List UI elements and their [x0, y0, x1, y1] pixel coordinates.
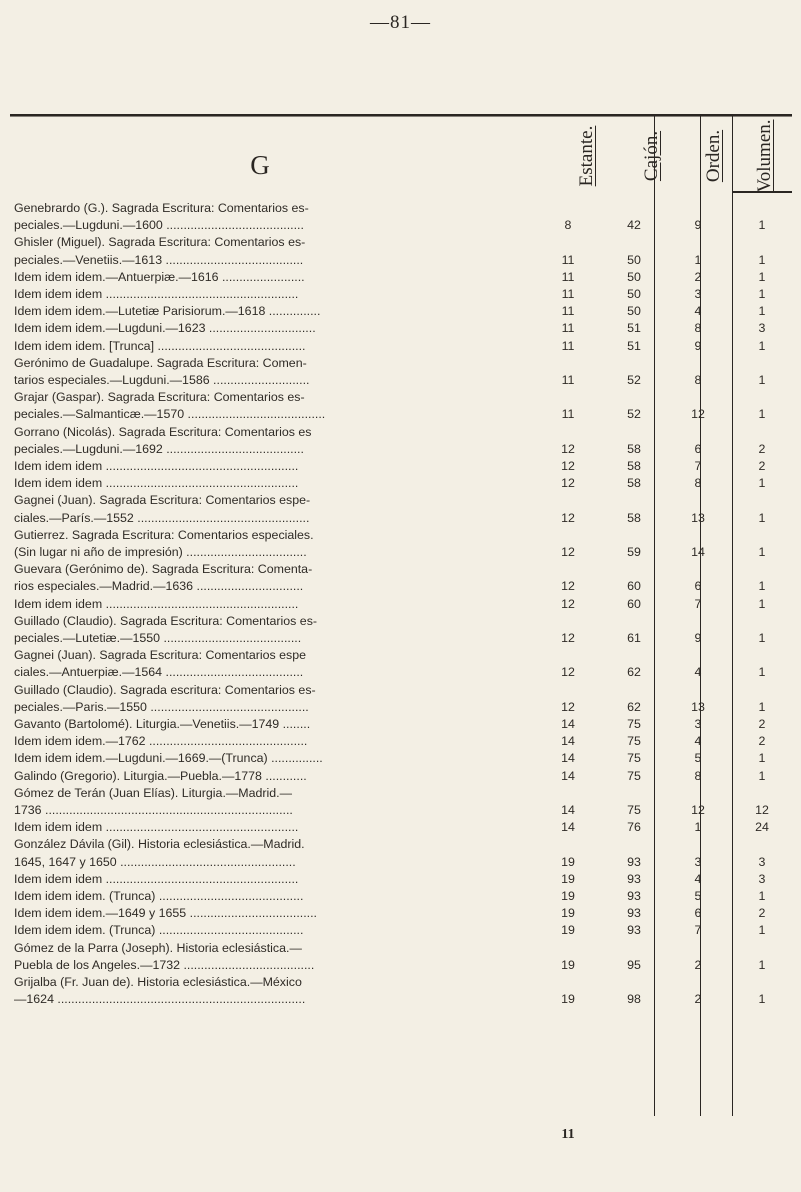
cajon-number: 75 — [627, 803, 641, 817]
orden-number: 7 — [694, 459, 702, 473]
cajon-number: 50 — [627, 287, 641, 301]
estante-number: 11 — [561, 373, 575, 387]
entry-text-line: Gavanto (Bartolomé). Liturgia.—Venetiis.—1749 ........ — [14, 717, 311, 731]
orden-number: 4 — [694, 665, 702, 680]
orden-number: 5 — [694, 889, 702, 903]
estante-number: 14 — [561, 717, 575, 731]
entry-text-line: Idem idem idem ........................................................ — [14, 459, 299, 473]
cajon-number: 75 — [627, 751, 641, 766]
orden-number: 3 — [694, 717, 702, 731]
cajon-number: 93 — [627, 906, 641, 921]
entry-text-line: Guillado (Claudio). Sagrada Escritura: Comentarios es- — [14, 613, 318, 628]
cajon-number: 62 — [627, 699, 641, 714]
orden-number: 9 — [694, 338, 702, 353]
orden-number: 2 — [694, 957, 702, 972]
volumen-number: 2 — [758, 459, 766, 473]
orden-number: 8 — [694, 373, 702, 387]
cajon-number: 58 — [627, 476, 641, 491]
cajon-number: 52 — [627, 407, 641, 422]
volumen-number: 1 — [758, 923, 766, 938]
estante-number: 14 — [561, 734, 575, 749]
entry-text-line: Gutierrez. Sagrada Escritura: Comentarios especiales. — [14, 527, 314, 542]
cajon-number: 51 — [627, 321, 641, 336]
volumen-number: 1 — [758, 699, 766, 714]
estante-number: 14 — [561, 803, 575, 817]
orden-number: 7 — [694, 923, 702, 938]
orden-number: 14 — [691, 545, 705, 559]
volumen-number: 1 — [758, 218, 766, 233]
column-header-cajon: Cajón. — [641, 130, 662, 182]
estante-number: 11 — [561, 252, 575, 267]
entry-text-line: peciales.—Salmanticæ.—1570 ........................................ — [14, 407, 326, 422]
header-rule — [10, 116, 792, 117]
estante-number: 12 — [561, 631, 575, 645]
volumen-number: 2 — [758, 734, 766, 749]
estante-number: 12 — [561, 665, 575, 680]
entry-text-line: 1736 ........................................................................ — [14, 803, 293, 817]
entry-text-line: Gerónimo de Guadalupe. Sagrada Escritura: Comen- — [14, 355, 307, 370]
volumen-number: 1 — [758, 338, 766, 353]
entry-text-line: —1624 ........................................................................ — [14, 992, 306, 1007]
column-header-orden: Orden. — [703, 129, 724, 183]
entry-text-line: Gagnei (Juan). Sagrada Escritura: Comentarios espe- — [14, 493, 311, 508]
volumen-number: 1 — [758, 631, 766, 645]
entry-text-line: peciales.—Venetiis.—1613 ........................................ — [14, 252, 304, 267]
volumen-number: 1 — [758, 751, 766, 766]
orden-number: 4 — [694, 871, 702, 886]
estante-number: 12 — [561, 596, 575, 611]
entry-text-line: González Dávila (Gil). Historia eclesiástica.—Madrid. — [14, 837, 305, 852]
cajon-number: 61 — [627, 631, 641, 645]
orden-number: 8 — [694, 768, 702, 783]
volumen-number: 24 — [755, 820, 769, 835]
orden-number: 3 — [694, 287, 702, 301]
estante-number: 12 — [561, 476, 575, 491]
entry-text-line: peciales.—Lugduni.—1692 ........................................ — [14, 441, 304, 456]
estante-number: 12 — [561, 510, 575, 525]
volumen-number: 3 — [758, 854, 766, 869]
cajon-number: 98 — [627, 992, 641, 1007]
entry-text-line: Puebla de los Angeles.—1732 ...................................... — [14, 957, 315, 972]
column-header-estante: Estante. — [576, 125, 597, 187]
estante-number: 8 — [564, 218, 572, 233]
orden-number: 4 — [694, 734, 702, 749]
cajon-number: 58 — [627, 441, 641, 456]
estante-number: 12 — [561, 545, 575, 559]
cajon-number: 52 — [627, 373, 641, 387]
cajon-number: 42 — [627, 218, 641, 233]
volumen-number: 2 — [758, 441, 766, 456]
entry-text-line: Idem idem idem ........................................................ — [14, 871, 299, 886]
cajon-number: 50 — [627, 252, 641, 267]
entry-text-line: Idem idem idem.—Lutetiæ Parisiorum.—1618 ............... — [14, 304, 321, 319]
estante-number: 11 — [561, 338, 575, 353]
cajon-number: 75 — [627, 717, 641, 731]
volumen-number: 2 — [758, 906, 766, 921]
cajon-number: 50 — [627, 269, 641, 284]
cajon-number: 93 — [627, 854, 641, 869]
cajon-number: 95 — [627, 957, 641, 972]
volumen-number: 1 — [758, 373, 766, 387]
entry-text-line: Galindo (Gregorio). Liturgia.—Puebla.—1778 ............ — [14, 768, 307, 783]
orden-number: 13 — [691, 699, 705, 714]
orden-number: 12 — [691, 407, 705, 422]
entry-text-line: Idem idem idem.—Lugduni.—1669.—(Trunca) ............... — [14, 751, 323, 766]
estante-number: 11 — [561, 407, 575, 422]
entry-text-line: Idem idem idem ........................................................ — [14, 820, 299, 835]
orden-number: 5 — [694, 751, 702, 766]
volumen-number: 1 — [758, 596, 766, 611]
entry-text-line: Ghisler (Miguel). Sagrada Escritura: Comentarios es- — [14, 235, 306, 250]
volumen-number: 1 — [758, 252, 766, 267]
estante-number: 11 — [561, 304, 575, 319]
cajon-number: 60 — [627, 596, 641, 611]
cajon-number: 58 — [627, 459, 641, 473]
cajon-number: 60 — [627, 579, 641, 594]
section-letter: G — [250, 150, 270, 180]
entry-text-line: Guillado (Claudio). Sagrada escritura: Comentarios es- — [14, 682, 316, 697]
entry-text-line: ciales.—Antuerpiæ.—1564 ........................................ — [14, 665, 304, 680]
entry-text-line: Idem idem idem ........................................................ — [14, 596, 299, 611]
entry-text-line: peciales.—Paris.—1550 .............................................. — [14, 699, 309, 714]
orden-number: 8 — [694, 476, 702, 491]
cajon-number: 76 — [627, 820, 641, 835]
estante-number: 19 — [561, 871, 575, 886]
volumen-number: 1 — [758, 476, 766, 491]
orden-number: 13 — [691, 510, 705, 525]
entry-text-line: 1645, 1647 y 1650 ................................................... — [14, 854, 296, 869]
volumen-number: 1 — [758, 269, 766, 284]
volumen-number: 1 — [758, 407, 766, 422]
cajon-number: 93 — [627, 889, 641, 903]
entry-text-line: Idem idem idem. [Trunca] ........................................... — [14, 338, 306, 353]
cajon-number: 62 — [627, 665, 641, 680]
entry-text-line: Idem idem idem.—1649 y 1655 ..................................... — [14, 906, 318, 921]
entry-text-line: Gómez de Terán (Juan Elías). Liturgia.—Madrid.— — [14, 785, 292, 800]
entry-text-line: Gómez de la Parra (Joseph). Historia eclesiástica.— — [14, 940, 302, 955]
orden-number: 8 — [694, 321, 702, 336]
estante-number: 12 — [561, 579, 575, 594]
estante-number: 19 — [561, 854, 575, 869]
estante-number: 19 — [561, 889, 575, 903]
column-header-volumen: Volumen. — [754, 119, 775, 193]
estante-number: 11 — [561, 269, 575, 284]
volumen-number: 1 — [758, 957, 766, 972]
estante-number: 14 — [561, 768, 575, 783]
entry-text-line: ciales.—París.—1552 .................................................. — [14, 510, 310, 525]
orden-number: 6 — [694, 579, 702, 594]
orden-number: 6 — [694, 906, 702, 921]
cajon-number: 93 — [627, 923, 641, 938]
orden-number: 7 — [694, 596, 702, 611]
estante-number: 19 — [561, 923, 575, 938]
entry-text-line: tarios especiales.—Lugduni.—1586 ............................ — [14, 373, 310, 387]
orden-number: 2 — [694, 269, 702, 284]
entry-text-line: peciales.—Lutetiæ.—1550 ........................................ — [14, 631, 302, 645]
estante-number: 19 — [561, 906, 575, 921]
estante-number: 11 — [561, 321, 575, 336]
estante-number: 19 — [561, 957, 575, 972]
estante-number: 14 — [561, 820, 575, 835]
orden-number: 12 — [691, 803, 705, 817]
page-number: —81— — [370, 12, 431, 33]
entry-text-line: Grijalba (Fr. Juan de). Historia eclesiástica.—México — [14, 975, 302, 989]
printer-signature: 11 — [561, 1127, 575, 1142]
volumen-number: 1 — [758, 579, 766, 594]
cajon-number: 59 — [627, 545, 641, 559]
volumen-number: 2 — [758, 717, 766, 731]
orden-number: 3 — [694, 854, 702, 869]
cajon-number: 50 — [627, 304, 641, 319]
orden-number: 1 — [694, 252, 702, 267]
entry-text-line: Idem idem idem.—Antuerpiæ.—1616 ........................ — [14, 269, 305, 284]
entry-text-line: Genebrardo (G.). Sagrada Escritura: Comentarios es- — [14, 201, 309, 215]
entry-text-line: peciales.—Lugduni.—1600 ........................................ — [14, 218, 304, 233]
cajon-number: 58 — [627, 510, 641, 525]
entry-text-line: Idem idem idem.—Lugduni.—1623 ............................... — [14, 321, 316, 336]
volumen-number: 1 — [758, 304, 766, 319]
orden-number: 4 — [694, 304, 702, 319]
volumen-number: 3 — [758, 321, 766, 336]
entry-text-line: Idem idem idem.—1762 .............................................. — [14, 734, 308, 749]
estante-number: 12 — [561, 699, 575, 714]
entry-text-line: Idem idem idem ........................................................ — [14, 287, 299, 301]
cajon-number: 51 — [627, 338, 641, 353]
volumen-number: 1 — [758, 889, 766, 903]
entry-text-line: rios especiales.—Madrid.—1636 ............................... — [14, 579, 304, 594]
cajon-number: 75 — [627, 768, 641, 783]
orden-number: 1 — [694, 820, 702, 835]
entry-text-line: Idem idem idem ........................................................ — [14, 476, 299, 491]
cajon-number: 75 — [627, 734, 641, 749]
column-divider-estante — [654, 116, 655, 1116]
entry-text-line: (Sin lugar ni año de impresión) ................................... — [14, 545, 307, 559]
entry-text-line: Idem idem idem. (Trunca) .......................................... — [14, 889, 304, 903]
estante-number: 14 — [561, 751, 575, 766]
volumen-number: 1 — [758, 510, 766, 525]
entry-text-line: Guevara (Gerónimo de). Sagrada Escritura: Comenta- — [14, 562, 313, 577]
estante-number: 12 — [561, 459, 575, 473]
entry-text-line: Idem idem idem. (Trunca) .......................................... — [14, 923, 304, 938]
estante-number: 12 — [561, 441, 575, 456]
entry-text-line: Gagnei (Juan). Sagrada Escritura: Comentarios espe — [14, 648, 307, 663]
orden-number: 2 — [694, 992, 702, 1007]
volumen-number: 1 — [758, 287, 766, 301]
volumen-number: 1 — [758, 545, 766, 559]
volumen-number: 1 — [758, 992, 766, 1007]
volumen-number: 1 — [758, 768, 766, 783]
volumen-number: 3 — [758, 871, 766, 886]
cajon-number: 93 — [627, 871, 641, 886]
volumen-number: 1 — [758, 665, 766, 680]
volumen-number: 12 — [755, 803, 769, 817]
orden-number: 9 — [694, 631, 702, 645]
estante-number: 19 — [561, 992, 575, 1007]
orden-number: 9 — [694, 218, 702, 233]
estante-number: 11 — [561, 287, 575, 301]
orden-number: 6 — [694, 441, 702, 456]
column-divider-volumen — [732, 116, 733, 1116]
entry-text-line: Grajar (Gaspar). Sagrada Escritura: Comentarios es- — [14, 390, 305, 405]
entry-text-line: Gorrano (Nicolás). Sagrada Escritura: Comentarios es — [14, 424, 312, 439]
